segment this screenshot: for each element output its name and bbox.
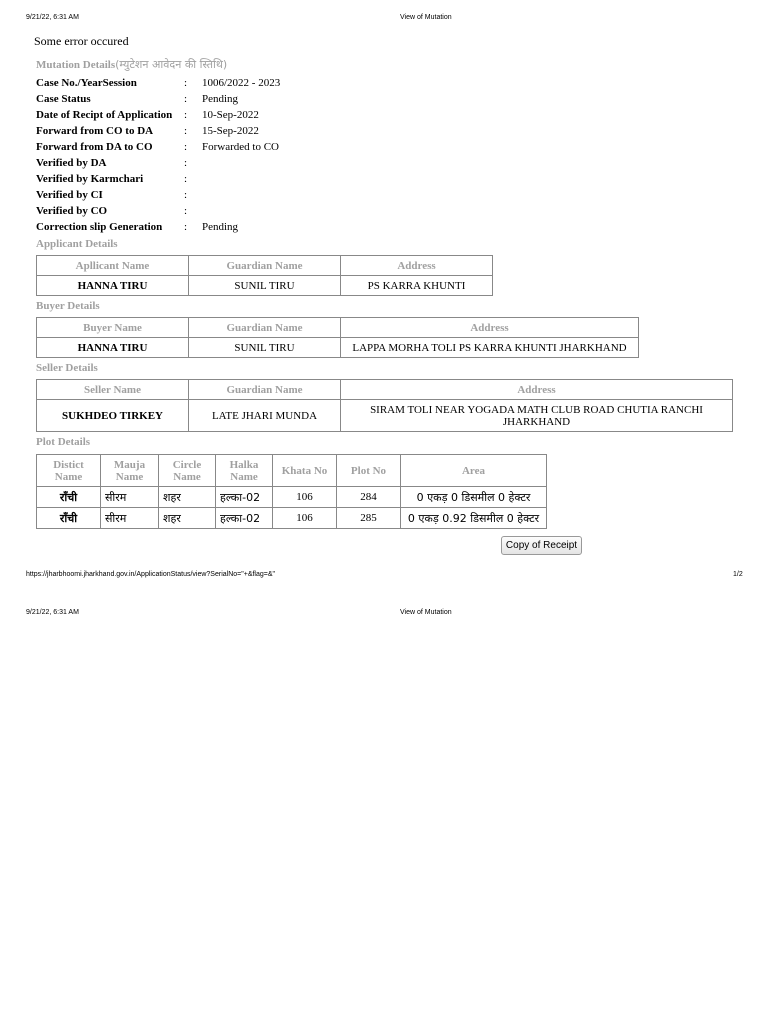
khata-no: 106 (273, 487, 337, 508)
column-header: Distict Name (37, 455, 101, 487)
column-header: Seller Name (37, 380, 189, 400)
column-header: Guardian Name (189, 256, 341, 276)
print-footer-url[interactable]: https://jharbhoomi.jharkhand.gov.in/ApplicationStatus/view?SerialNo="+&flag=&" (26, 571, 276, 578)
detail-colon: : (184, 77, 188, 89)
circle-name: शहर (159, 487, 216, 508)
seller-name: SUKHDEO TIRKEY (37, 400, 189, 432)
print-datetime: 9/21/22, 6:31 AM (26, 14, 79, 21)
guardian-name: LATE JHARI MUNDA (189, 400, 341, 432)
detail-value: 10-Sep-2022 (202, 109, 259, 121)
detail-label: Case Status (36, 93, 91, 105)
column-header: Circle Name (159, 455, 216, 487)
detail-colon: : (184, 221, 188, 233)
seller-details-heading: Seller Details (36, 362, 98, 374)
detail-value: 1006/2022 - 2023 (202, 77, 281, 89)
column-header: Address (341, 256, 493, 276)
plot-no: 284 (337, 487, 401, 508)
detail-label: Verified by CO (36, 205, 108, 217)
address: SIRAM TOLI NEAR YOGADA MATH CLUB ROAD CHUTIA RANCHI JHARKHAND (341, 400, 733, 432)
table-header-row (37, 380, 733, 400)
address: LAPPA MORHA TOLI PS KARRA KHUNTI JHARKHAND (341, 338, 639, 358)
column-header: Guardian Name (189, 318, 341, 338)
column-header: Apllicant Name (37, 256, 189, 276)
detail-colon: : (184, 189, 188, 201)
column-header: Guardian Name (189, 380, 341, 400)
table-header-row (37, 256, 493, 276)
applicant-name: HANNA TIRU (37, 276, 189, 296)
column-header: Address (341, 380, 733, 400)
detail-colon: : (184, 157, 188, 169)
district-name: राँची (37, 487, 101, 508)
area: 0 एकड़ 0.92 डिसमील 0 हेक्टर (401, 508, 547, 529)
halka-name: हल्का-02 (216, 508, 273, 529)
halka-name: हल्का-02 (216, 487, 273, 508)
column-header: Khata No (273, 455, 337, 487)
plot-details-heading: Plot Details (36, 436, 91, 448)
detail-label: Date of Recipt of Application (36, 109, 173, 121)
plot-table (36, 454, 547, 529)
column-header: Area (401, 455, 547, 487)
mauja-name: सीरम (101, 508, 159, 529)
detail-colon: : (184, 93, 188, 105)
guardian-name: SUNIL TIRU (189, 276, 341, 296)
print-page-number: 1/2 (733, 571, 743, 578)
mutation-heading-text: Mutation Details (36, 59, 116, 71)
guardian-name: SUNIL TIRU (189, 338, 341, 358)
column-header: Halka Name (216, 455, 273, 487)
column-header: Plot No (337, 455, 401, 487)
detail-colon: : (184, 173, 188, 185)
detail-colon: : (184, 205, 188, 217)
buyer-table (36, 317, 639, 358)
detail-value: 15-Sep-2022 (202, 125, 259, 137)
khata-no: 106 (273, 508, 337, 529)
seller-table (36, 379, 733, 432)
detail-label: Forward from CO to DA (36, 125, 154, 137)
column-header: Address (341, 318, 639, 338)
print-title: View of Mutation (400, 14, 452, 21)
area: 0 एकड़ 0 डिसमील 0 हेक्टर (401, 487, 547, 508)
table-row (37, 276, 493, 296)
detail-label: Verified by CI (36, 189, 103, 201)
buyer-name: HANNA TIRU (37, 338, 189, 358)
table-row (37, 487, 547, 508)
detail-label: Verified by DA (36, 157, 107, 169)
detail-colon: : (184, 109, 188, 121)
detail-label: Verified by Karmchari (36, 173, 144, 185)
detail-value: Pending (202, 221, 239, 233)
circle-name: शहर (159, 508, 216, 529)
detail-value: Forwarded to CO (202, 141, 279, 153)
table-row (37, 400, 733, 432)
page2-title: View of Mutation (400, 609, 452, 616)
detail-label: Forward from DA to CO (36, 141, 153, 153)
table-header-row (37, 455, 547, 487)
error-message: Some error occured (34, 34, 129, 48)
table-row (37, 338, 639, 358)
detail-label: Correction slip Generation (36, 221, 163, 233)
mutation-heading-hindi: (म्युटेशन आवेदन की स्तिथि) (115, 58, 228, 71)
address: PS KARRA KHUNTI (341, 276, 493, 296)
table-header-row (37, 318, 639, 338)
applicant-details-heading: Applicant Details (36, 238, 118, 250)
mutation-details-heading (36, 57, 227, 72)
applicant-table (36, 255, 493, 296)
detail-value: Pending (202, 93, 239, 105)
page2-datetime: 9/21/22, 6:31 AM (26, 609, 79, 616)
plot-no: 285 (337, 508, 401, 529)
district-name: राँची (37, 508, 101, 529)
detail-colon: : (184, 141, 188, 153)
copy-of-receipt-button[interactable]: Copy of Receipt (501, 536, 582, 555)
table-row (37, 508, 547, 529)
mauja-name: सीरम (101, 487, 159, 508)
detail-colon: : (184, 125, 188, 137)
buyer-details-heading: Buyer Details (36, 300, 100, 312)
column-header: Buyer Name (37, 318, 189, 338)
column-header: Mauja Name (101, 455, 159, 487)
detail-label: Case No./YearSession (36, 77, 137, 89)
